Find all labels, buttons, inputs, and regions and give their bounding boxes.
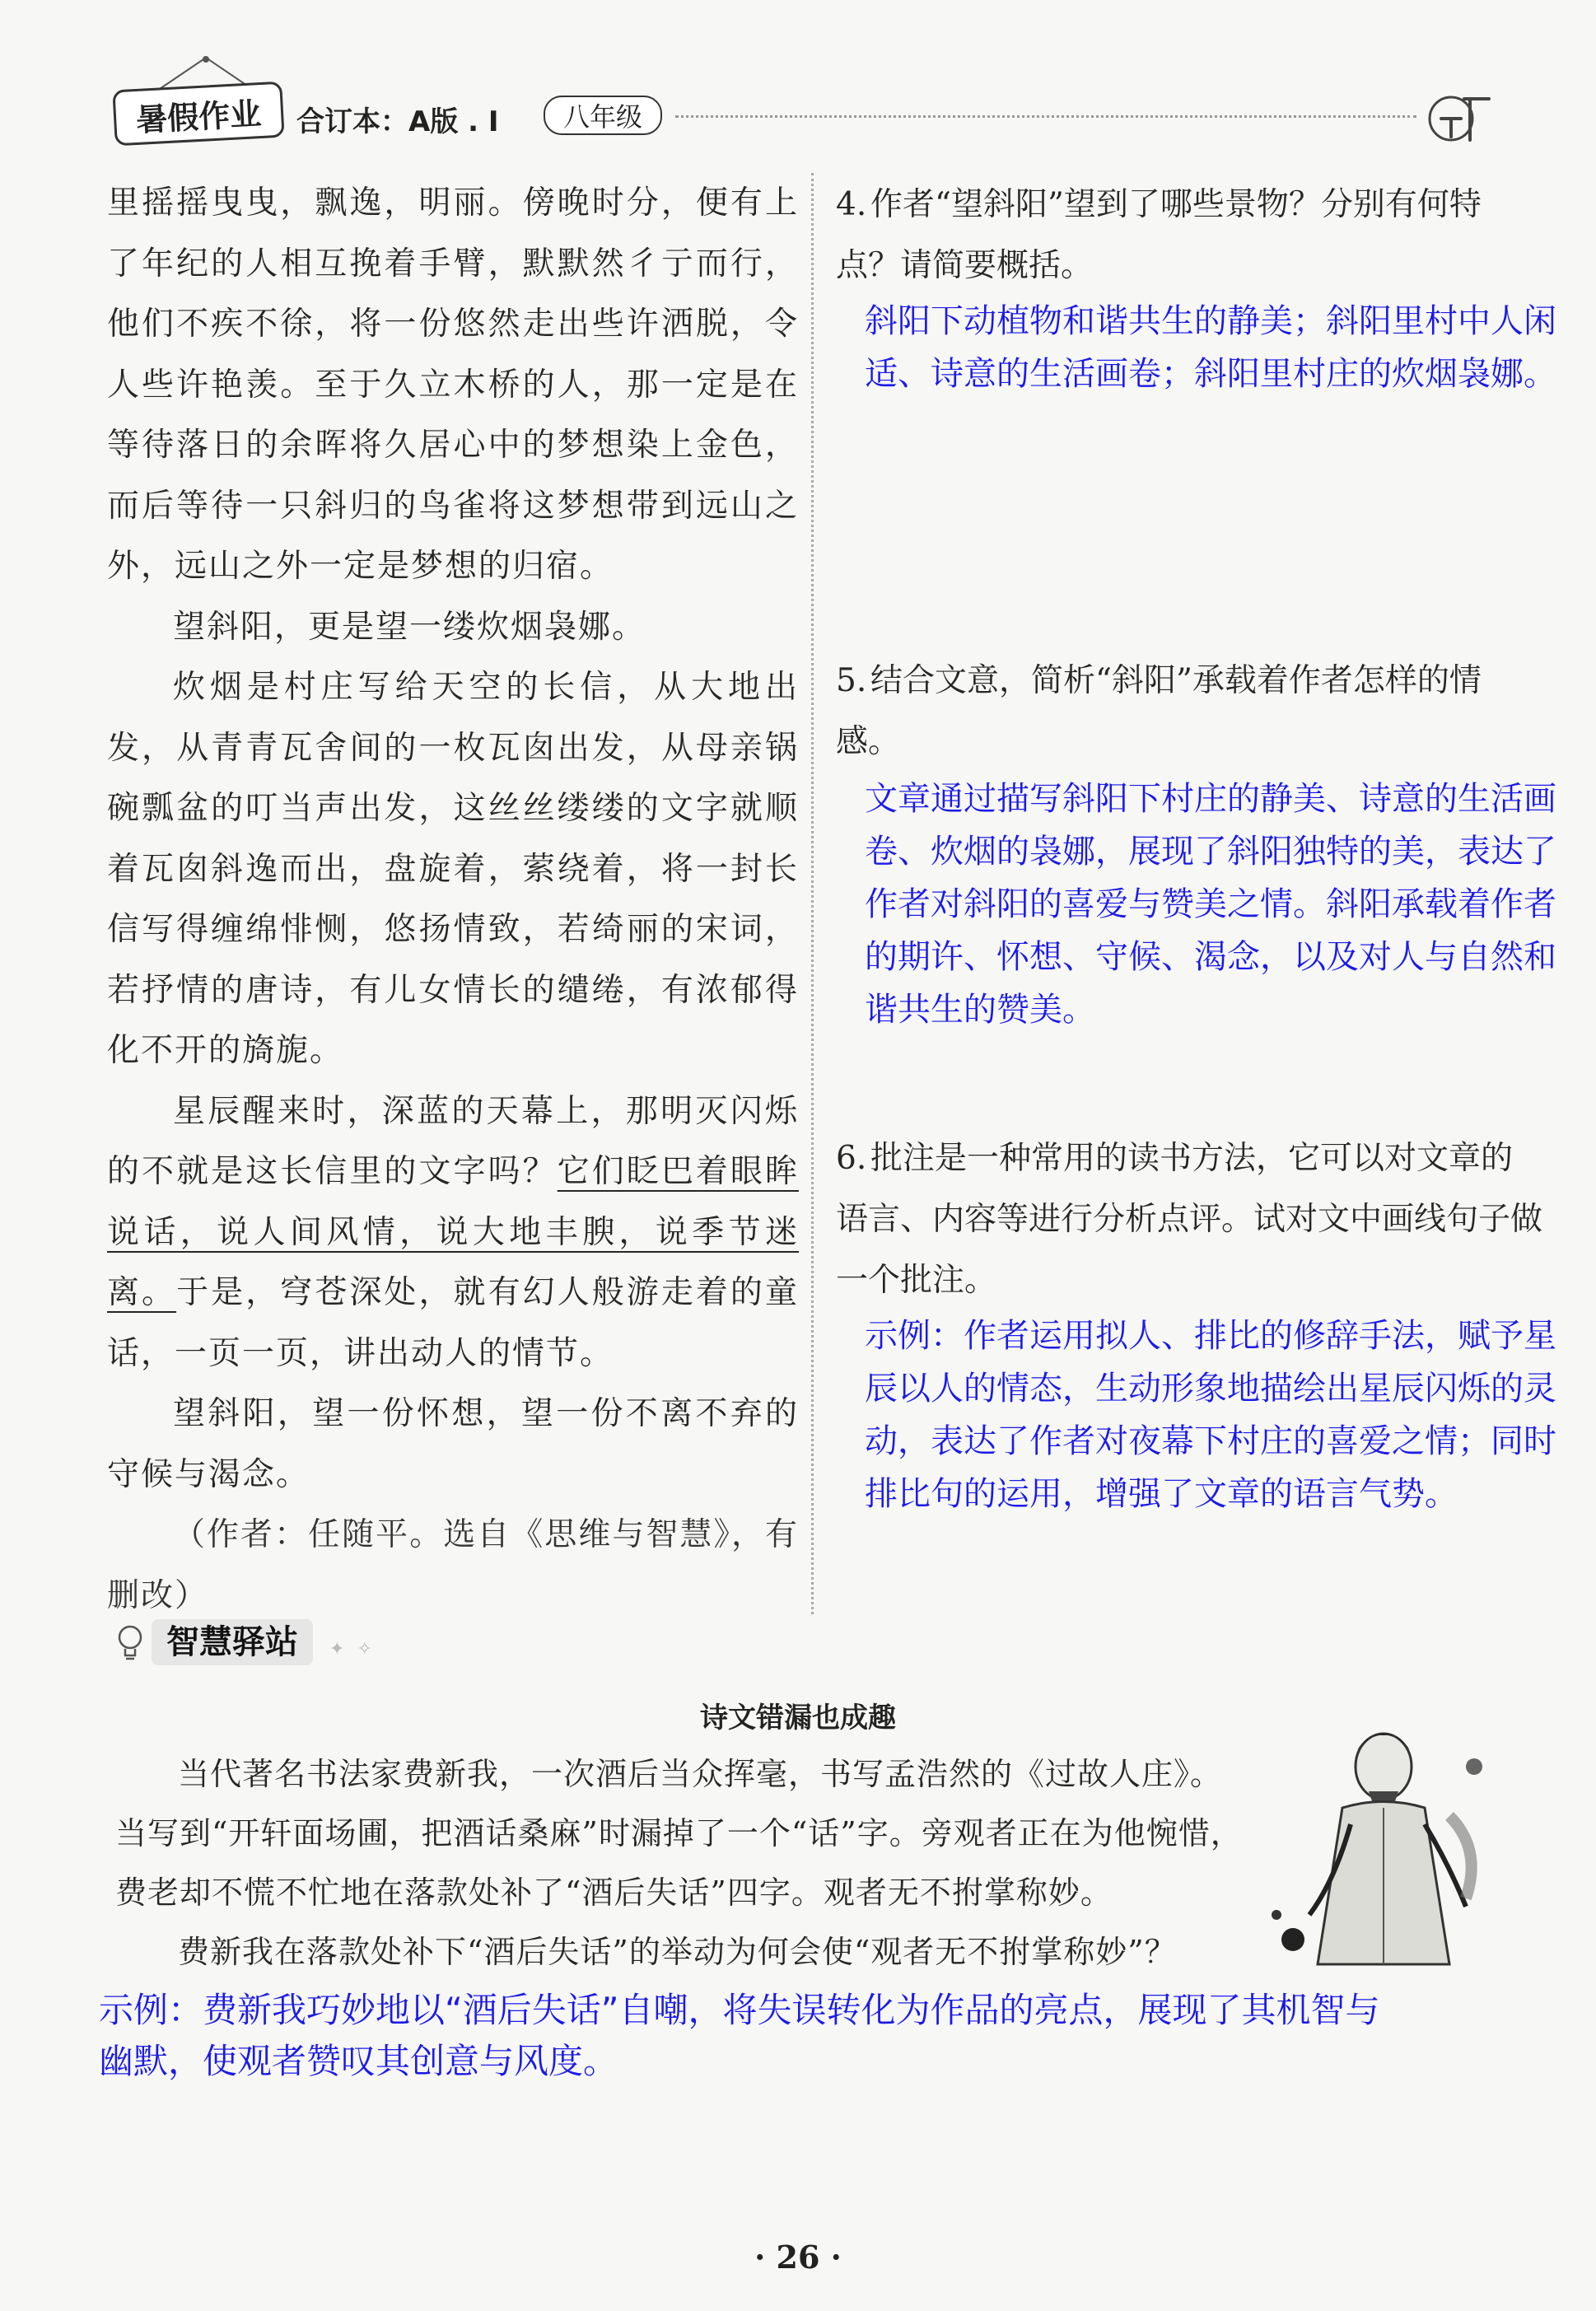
story-text — [115, 1744, 1244, 1982]
answer-5: 文章通过描写斜阳下村庄的静美、诗意的生活画卷、炊烟的袅娜，展现了斜阳独特的美，表达了作者对斜阳的喜爱与赞美之情。斜阳承载着作者的期许、怀想、守候、渴念，以及对人与自然和谐共生的赞美。 — [865, 780, 1556, 1029]
article-paragraph: 炊烟是村庄写给天空的长信，从大地出发，从青青瓦舍间的一枚瓦囱出发，从母亲锅碗瓢盆的叮当声出发，这丝丝缕缕的文字就顺着瓦囱斜逸而出，盘旋着，萦绕着，将一封长信写得缠绵悱恻，悠扬情致，若绮丽的宋词，若抒情的唐诗，有儿女情长的缱绻，有浓郁得化不开的旖旎。 — [107, 669, 799, 1069]
section-title: 智慧驿站 — [152, 1619, 313, 1665]
question-text: 批注是一种常用的读书方法，它可以对文章的语言、内容等进行分析点评。试对文中画线句子做一个批注。 — [836, 1140, 1543, 1299]
summer-homework-logo: 暑假作业 — [112, 82, 284, 147]
article-sentence: 星辰醒来时，深蓝的天幕上，那明灭闪烁的不就是这长信里的文字吗？ — [107, 1092, 799, 1190]
article-paragraph: 里摇摇曳曳，飘逸，明丽。傍晚时分，便有上了年纪的人相互挽着手臂，默默然彳亍而行，他们不疾不徐，将一份悠然走出些许洒脱，令人些许艳羡。至于久立木桥的人，那一定是在等待落日的余晖将久居心中的梦想染上金色，而后等待一只斜归的鸟雀将这梦想带到远山之外，远山之外一定是梦想的归宿。 — [107, 184, 799, 585]
section-header — [115, 1614, 395, 1672]
question-number: 5. — [836, 662, 867, 699]
article-sentence: 于是，穹苍深处，就有幻人般游走着的童话，一页一页，讲出动人的情节。 — [107, 1274, 799, 1372]
underlined-sentence: 它们眨巴着眼眸说话，说人间风情，说大地丰腴，说季节迷离。 — [107, 1153, 799, 1311]
question-text: 结合文意，简析“斜阳”承载着作者怎样的情感。 — [836, 662, 1482, 760]
page-header — [99, 49, 1515, 156]
question-5 — [836, 651, 1544, 773]
series-label: 合订本：A版 . I — [296, 105, 499, 138]
story-question: 费新我在落款处补下“酒后失话”的举动为何会使“观者无不拊掌称妙”？ — [178, 1934, 1177, 1970]
column-divider — [811, 173, 814, 1614]
header-divider — [675, 115, 1416, 118]
article-text — [107, 173, 799, 1626]
story-paragraph: 当代著名书法家费新我，一次酒后当众挥毫，书写孟浩然的《过故人庄》。当写到“开轩面场圃，把酒话桑麻”时漏掉了一个“话”字。旁观者正在为他惋惜，费老却不慌不忙地在落款处补了“酒后失话”四字。观者无不拊掌称妙。 — [115, 1756, 1243, 1911]
decorative-stars-icon: ✦ ✧ — [329, 1639, 376, 1660]
decorative-corner-icon — [1425, 82, 1499, 148]
story-title: 诗文错漏也成趣 — [700, 1702, 896, 1734]
question-text: 作者“望斜阳”望到了哪些景物？分别有何特点？请简要概括。 — [836, 186, 1482, 284]
article-paragraph: 望斜阳，望一份怀想，望一份不离不弃的守候与渴念。 — [107, 1395, 799, 1493]
article-paragraph: 望斜阳，更是望一缕炊烟袅娜。 — [173, 608, 646, 646]
question-number: 4. — [836, 186, 867, 223]
ink-portrait-illustration — [1260, 1717, 1499, 1973]
answer-6: 示例：作者运用拟人、排比的修辞手法，赋予星辰以人的情态，生动形象地描绘出星辰闪烁的灵动，表达了作者对夜幕下村庄的喜爱之情；同时排比句的运用，增强了文章的语言气势。 — [865, 1317, 1556, 1513]
article-paragraph — [107, 1081, 799, 1384]
question-4 — [836, 175, 1544, 296]
page-number: · 26 · — [754, 2239, 842, 2276]
lightbulb-icon — [115, 1624, 145, 1662]
article-source: （作者：任随平。选自《思维与智慧》，有删改） — [107, 1516, 799, 1614]
question-6 — [836, 1128, 1544, 1311]
story-answer: 示例：费新我巧妙地以“酒后失话”自嘲，将失误转化为作品的亮点，展现了其机智与幽默，使观者赞叹其创意与风度。 — [99, 1990, 1380, 2081]
grade-badge: 八年级 — [544, 96, 662, 135]
answer-4: 斜阳下动植物和谐共生的静美；斜阳里村中人闲适、诗意的生活画卷；斜阳里村庄的炊烟袅娜。 — [865, 302, 1556, 393]
question-number: 6. — [836, 1140, 867, 1177]
